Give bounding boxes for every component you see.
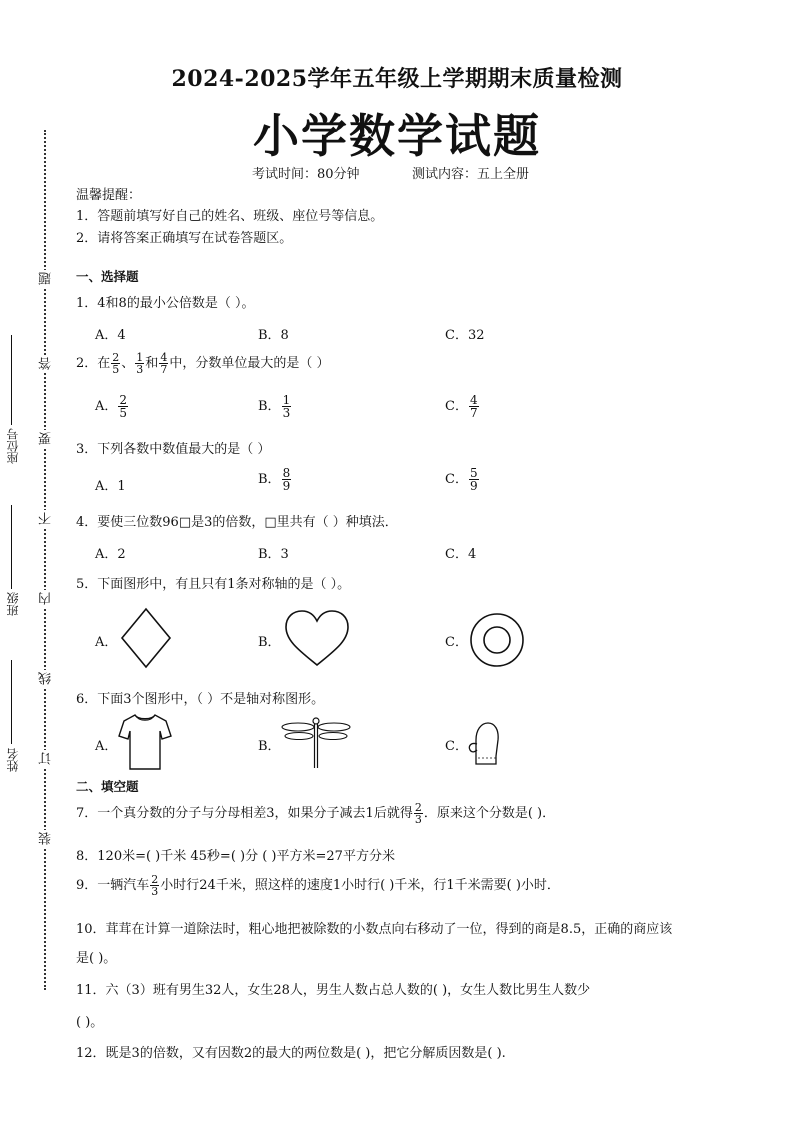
- section-heading: 二、填空题: [76, 779, 139, 794]
- q6-option-a: A．: [95, 739, 118, 754]
- q4-option-c: C．4: [445, 547, 477, 562]
- notice-item: 2．请将答案正确填写在试卷答题区。: [76, 231, 293, 246]
- question-11-cont: ( )。: [76, 1015, 104, 1030]
- notice-heading: 温馨提醒：: [76, 188, 142, 203]
- class-label: 班级: [6, 592, 20, 616]
- seal-char: 题: [39, 272, 54, 285]
- question-6: 6．下面3个图形中，（ ）不是轴对称图形。: [76, 692, 325, 707]
- binding-dotted-line: [44, 130, 46, 990]
- q3-option-c: C． $\frac{5}{9}$: [445, 466, 478, 493]
- q3-option-a: A．1: [95, 479, 126, 494]
- q1-option-b: B．8: [258, 328, 289, 343]
- question-10: 10．茸茸在计算一道除法时，粗心地把被除数的小数点向右移动了一位，得到的商是8.5，正确的商应该: [76, 922, 673, 937]
- q2-option-b: B． $\frac{1}{3}$: [258, 393, 291, 420]
- section-heading: 一、选择题: [76, 269, 139, 284]
- question-12: 12．既是3的倍数，又有因数2的最大的两位数是( )，把它分解质因数是( ).: [76, 1046, 506, 1061]
- seal-char: 要: [39, 432, 54, 445]
- seat-number-label: 座位号: [6, 428, 20, 464]
- exam-content: 测试内容：五上全册: [412, 167, 530, 182]
- q1-option-a: A．4: [95, 328, 126, 343]
- question-1: 1．4和8的最小公倍数是（ ）。: [76, 296, 255, 311]
- question-9: 9．一辆汽车 $\frac{2}{3}$ 小时行24千米，照这样的速度1小时行( )千米，行1千米需要( )小时．: [76, 873, 560, 898]
- heart-shape: [284, 609, 350, 667]
- seal-char: 订: [39, 752, 54, 765]
- tshirt-icon: [117, 712, 173, 772]
- seal-char: 不: [39, 512, 54, 525]
- question-10-cont: 是( )。: [76, 951, 117, 966]
- question-3: 3．下列各数中数值最大的是（ ）: [76, 442, 271, 457]
- question-7: 7．一个真分数的分子与分母相差3，如果分子减去1后就得 $\frac{2}{3}$ ．原来这个分数是( )．: [76, 801, 556, 826]
- seal-char: 内: [39, 592, 54, 605]
- seat-number-line: [11, 335, 12, 425]
- notice-item: 1．答题前填写好自己的姓名、班级、座位号等信息。: [76, 209, 384, 224]
- diamond-shape: [120, 607, 172, 669]
- exam-supertitle: 2024-2025学年五年级上学期期末质量检测: [171, 66, 623, 92]
- dragonfly-icon: [280, 716, 352, 770]
- q3-option-b: B． $\frac{8}{9}$: [258, 466, 291, 493]
- seal-char: 装: [39, 832, 54, 845]
- seal-char: 答: [39, 357, 54, 370]
- question-11: 11．六（3）班有男生32人，女生28人，男生人数占总人数的( )，女生人数比男生人数少: [76, 983, 591, 998]
- mitten-icon: [466, 720, 502, 766]
- name-line: [11, 660, 12, 744]
- question-8: 8．120米=( )千米 45秒=( )分 ( )平方米=27平方分米: [76, 849, 395, 864]
- question-2: 2．在 $\frac{2}{5}$ 、 $\frac{1}{3}$ 和 $\frac{4}{7}$ 中，分数单位最大的是（ ）: [76, 351, 330, 376]
- name-label: 姓名: [6, 748, 20, 772]
- q6-option-c: C．: [445, 739, 468, 754]
- q1-option-c: C．32: [445, 328, 485, 343]
- q2-option-c: C． $\frac{4}{7}$: [445, 393, 478, 420]
- q5-option-c: C．: [445, 635, 468, 650]
- exam-time: 考试时间：80分钟: [252, 167, 360, 182]
- class-line: [11, 505, 12, 589]
- q4-option-b: B．3: [258, 547, 289, 562]
- ring-shape: [469, 612, 525, 668]
- q4-option-a: A．2: [95, 547, 126, 562]
- question-4: 4．要使三位数96□是3的倍数，□里共有（ ）种填法．: [76, 515, 398, 530]
- question-5: 5．下面图形中，有且只有1条对称轴的是（ ）。: [76, 577, 351, 592]
- q6-option-b: B．: [258, 739, 281, 754]
- seal-char: 线: [39, 672, 54, 685]
- exam-title: 小学数学试题: [253, 109, 541, 163]
- q2-option-a: A． $\frac{2}{5}$: [95, 393, 128, 420]
- q5-option-a: A．: [95, 635, 118, 650]
- q5-option-b: B．: [258, 635, 281, 650]
